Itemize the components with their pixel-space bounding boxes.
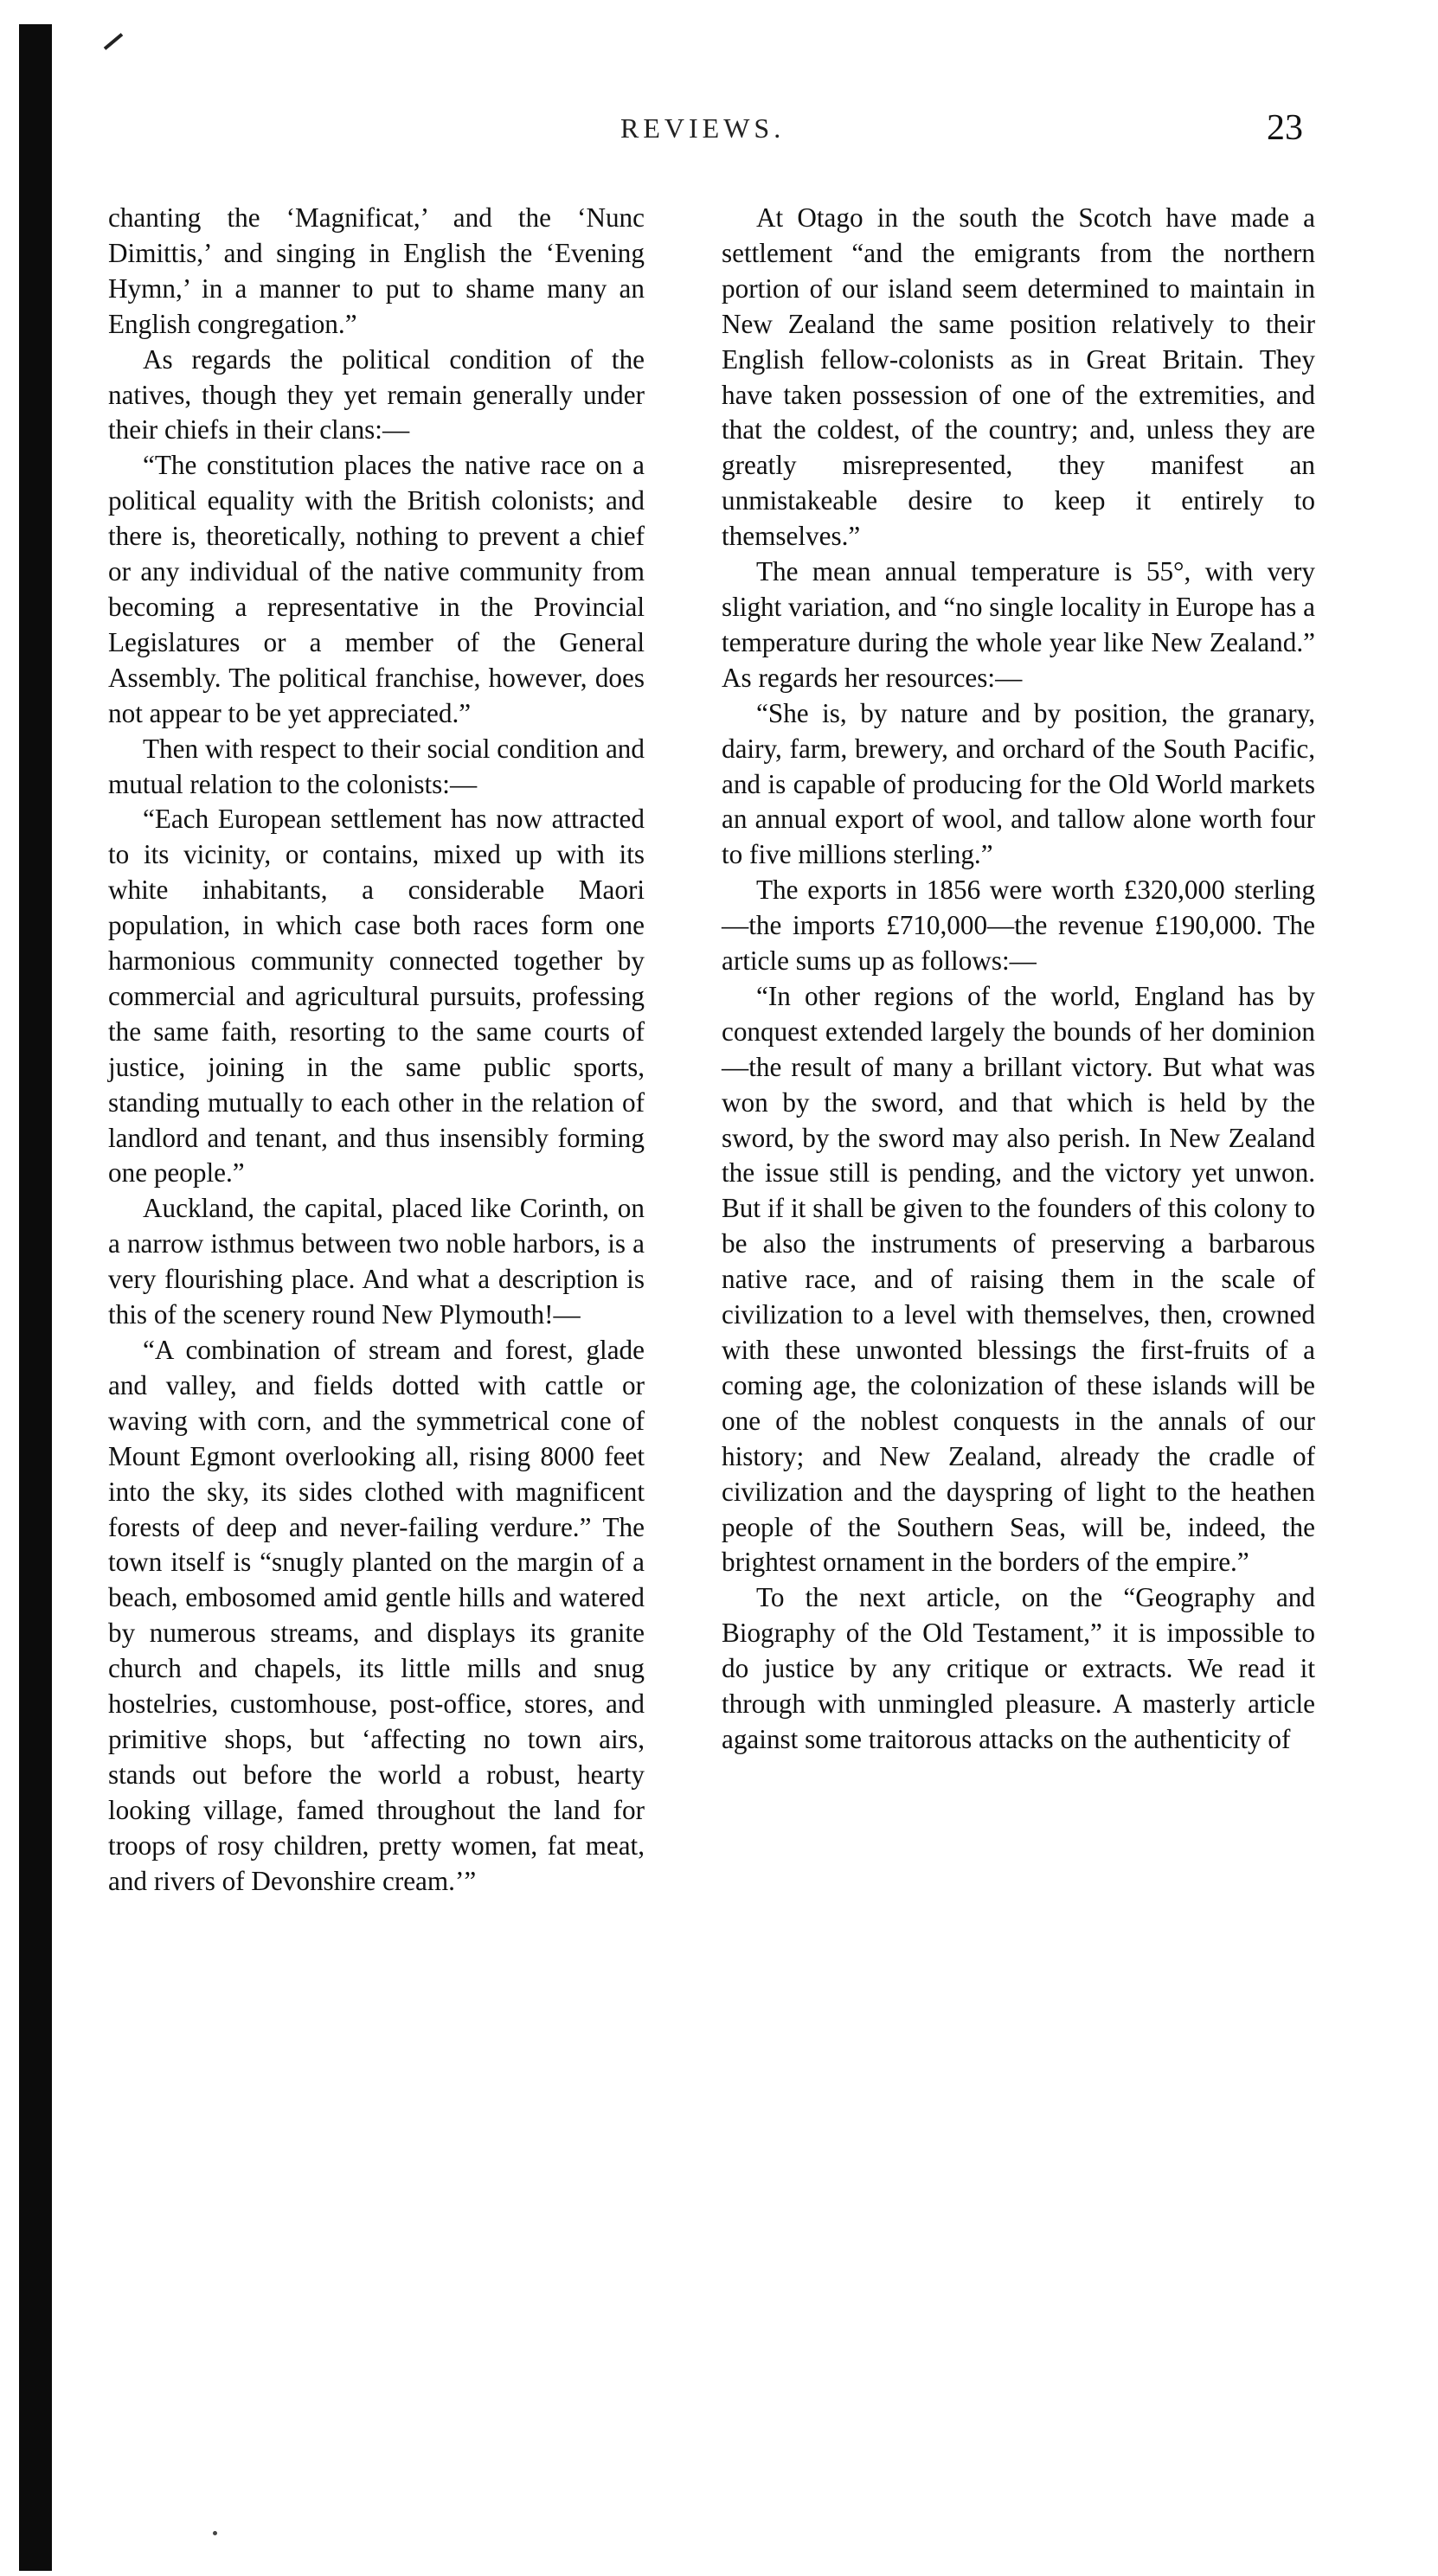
page-edge-shadow xyxy=(19,24,52,2571)
quotation-paragraph: “A combination of stream and forest, glade and valley, and fields dotted with cattle or waving with corn, and the symmetrical cone of Mount Egmont overlooking all, rising 8000 feet into the sky, its sides clothed with magnificent forests of deep and never-failing verdure.” The town itself is “snugly planted on the margin of a beach, embosomed amid gentle hills and watered by numerous streams, and displays its granite church and chapels, its little mills and snug hostelries, customhouse, post-office, stores, and primitive shops, but ‘affecting no town airs, stands out before the world a robust, hearty looking village, famed throughout the land for troops of rosy children, pretty women, fat meat, and rivers of Devonshire cream.’” xyxy=(108,1335,645,1896)
pen-mark xyxy=(104,33,123,50)
paragraph: Auckland, the capital, placed like Corinth, on a narrow isthmus between two noble harbors, is a very flourishing place. And what a description is this of the scenery round New Plymouth!— xyxy=(108,1193,645,1330)
quotation-paragraph: “She is, by nature and by position, the granary, dairy, farm, brewery, and orchard of the South Pacific, and is capable of producing for the Old World markets an annual export of wool, and tallow alone worth four to five millions sterling.” xyxy=(722,697,1315,870)
right-column xyxy=(722,201,1315,1758)
paragraph: The exports in 1856 were worth £320,000 sterling—the imports £710,000—the revenue £190,000. The article sums up as follows:— xyxy=(722,875,1315,977)
paragraph: chanting the ‘Magnificat,’ and the ‘Nunc Dimittis,’ and singing in English the ‘Evening Hymn,’ in a manner to put to shame many an English congregation.” xyxy=(108,202,645,339)
paragraph: At Otago in the south the Scotch have made a settlement “and the emigrants from the northern portion of our island seem determined to maintain in New Zealand the same position relatively to their English fellow-colonists as in Great Britain. They have taken possession of one of the extremities, and that the coldest, of the country; and, unless they are greatly misrepresented, they manifest an unmistakeable desire to keep it entirely to themselves.” xyxy=(722,202,1315,552)
page-number: 23 xyxy=(1267,108,1303,148)
paragraph: Then with respect to their social condition and mutual relation to the colonists:— xyxy=(108,733,645,799)
running-head: REVIEWS. xyxy=(620,112,786,144)
quotation-paragraph: “The constitution places the native race on a political equality with the British colonists; and there is, theoretically, nothing to prevent a chief or any individual of the native community from becoming a representative in the Provincial Legislatures or a member of the General Assembly. The political franchise, however, does not appear to be yet appreciated.” xyxy=(108,450,645,728)
paragraph: The mean annual temperature is 55°, with very slight variation, and “no single locality in Europe has a temperature during the whole year like New Zealand.” As regards her resources:— xyxy=(722,556,1315,693)
ink-speck xyxy=(213,2531,217,2535)
quotation-paragraph: “Each European settlement has now attracted to its vicinity, or contains, mixed up with its white inhabitants, a considerable Maori population, in which case both races form one harmonious community connected together by commercial and agricultural pursuits, professing the same faith, resorting to the same courts of justice, joining in the same public sports, standing mutually to each other in the relation of landlord and tenant, and thus insensibly forming one people.” xyxy=(108,804,645,1189)
paragraph: To the next article, on the “Geography and Biography of the Old Testament,” it is impossible to do justice by any critique or extracts. We read it through with unmingled pleasure. A masterly article against some traitorous attacks on the authenticity of xyxy=(722,1582,1315,1754)
left-column xyxy=(108,201,645,1900)
quotation-paragraph: “In other regions of the world, England has by conquest extended largely the bounds of her dominion—the result of many a brillant victory. But what was won by the sword, and that which is held by the sword, by the sword may also perish. In New Zealand the issue still is pending, and the victory yet unwon. But if it shall be given to the founders of this colony to be also the instruments of preserving a barbarous native race, and of raising them in the scale of civilization to a level with themselves, then, crowned with these unwonted blessings the first-fruits of a coming age, the colonization of these islands will be one of the noblest conquests in the annals of our history; and New Zealand, already the cradle of civilization and the dayspring of light to the heathen people of the Southern Seas, will be, indeed, the brightest ornament in the borders of the empire.” xyxy=(722,980,1315,1578)
paragraph: As regards the political condition of the natives, though they yet remain generally under their chiefs in their clans:— xyxy=(108,343,645,445)
